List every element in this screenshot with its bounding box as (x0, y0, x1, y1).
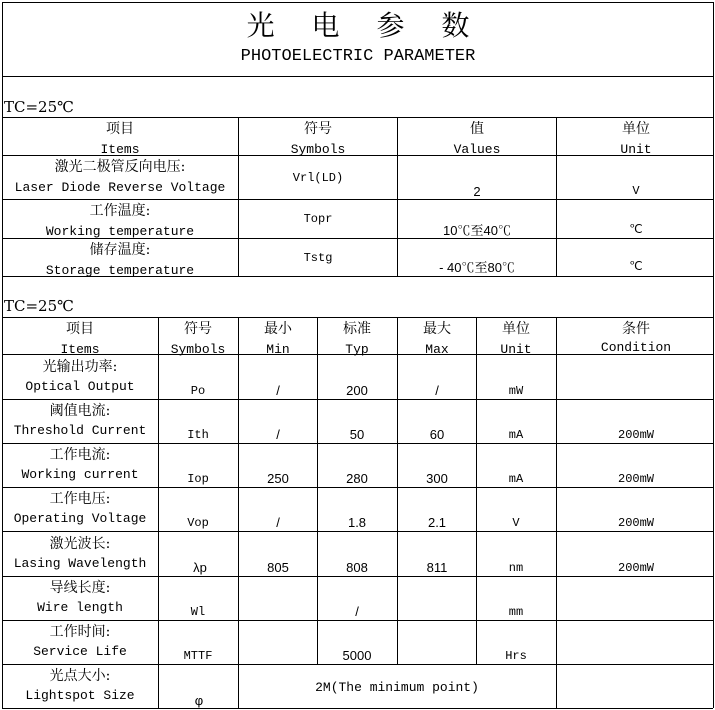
rule (476, 317, 477, 664)
s1-row-item-cn: 工作温度: (89, 203, 151, 219)
rule-bottom (2, 708, 713, 709)
rule (2, 487, 713, 488)
s2-row-max: 60 (429, 427, 445, 442)
s2-row-item-cn: 工作电流: (49, 447, 111, 463)
s1-row-unit: V (632, 184, 640, 198)
s2-row-typ: 200 (346, 383, 368, 398)
s2-row-typ: 1.8 (347, 515, 367, 530)
s2-header-condition-cn: 条件 (622, 321, 650, 337)
s2-row-typ: / (355, 604, 359, 619)
s1-row-symbol: Vrl(LD) (292, 171, 344, 185)
s2-row-unit: mA (508, 428, 524, 442)
s2-header-symbols-en: Symbols (170, 342, 226, 357)
s2-row-min: / (276, 515, 280, 530)
s2-row-min: 805 (267, 560, 289, 575)
s1-row-unit: ℃ (629, 260, 643, 274)
s1-header-symbols-en: Symbols (290, 142, 346, 157)
rule (2, 443, 713, 444)
s2-row-condition: 200mW (617, 561, 655, 575)
s1-header-symbols-cn: 符号 (304, 121, 332, 137)
s2-header-typ-cn: 标准 (343, 321, 371, 337)
s1-row-value: 2 (473, 184, 481, 199)
s1-row-item-en: Working temperature (45, 224, 195, 239)
rule (317, 317, 318, 664)
s2-row-item-en: Lasing Wavelength (13, 556, 147, 571)
s1-row-symbol: Tstg (303, 251, 333, 265)
s2-row-max: 2.1 (427, 515, 447, 530)
s2-row-spot-size: 2M(The minimum point) (315, 680, 479, 695)
s1-header-values-cn: 值 (470, 121, 484, 137)
s2-row-unit: Hrs (505, 649, 527, 663)
rule-right (713, 2, 714, 708)
s2-row-symbol: λp (193, 560, 207, 575)
s2-row-item-cn: 光输出功率: (42, 359, 118, 375)
rule (2, 576, 713, 577)
title-chinese: 光 电 参 数 (246, 9, 484, 42)
s2-row-unit: nm (508, 561, 524, 575)
s2-row-unit: mW (508, 384, 524, 398)
s2-row-max: 811 (426, 560, 448, 575)
rule-title-bottom (2, 76, 713, 77)
s2-header-items-en: Items (60, 342, 100, 357)
s2-row-item-cn: 阈值电流: (49, 403, 111, 419)
s2-row-typ: 50 (349, 427, 365, 442)
s2-row-item-en: Optical Output (25, 379, 135, 394)
rule (397, 317, 398, 664)
rule (2, 531, 713, 532)
s2-row-condition: 200mW (617, 428, 655, 442)
s2-row-unit: V (512, 516, 520, 530)
s2-row-unit: mA (508, 472, 524, 486)
title-english: PHOTOELECTRIC PARAMETER (240, 47, 476, 66)
rule (2, 199, 713, 200)
s2-header-items-cn: 项目 (66, 321, 94, 337)
s2-row-item-en: Working current (21, 467, 139, 482)
s2-row-typ: 808 (346, 560, 368, 575)
s2-row-symbol: Ith (187, 428, 209, 442)
s1-row-item-cn: 激光二极管反向电压: (54, 159, 186, 175)
s1-row-value: - 40℃至80℃ (439, 260, 515, 275)
section2-condition: TC=25℃ (4, 297, 74, 315)
rule (238, 117, 239, 276)
s2-header-unit-cn: 单位 (502, 321, 530, 337)
s2-row-condition: 200mW (617, 472, 655, 486)
rule (556, 117, 557, 276)
s2-row-min: 250 (267, 471, 289, 486)
s2-row-item-cn: 激光波长: (49, 536, 111, 552)
s2-header-max-en: Max (425, 342, 449, 357)
s2-row-item-cn: 工作电压: (49, 491, 111, 507)
s2-header-typ-en: Typ (345, 342, 369, 357)
rule (2, 664, 713, 665)
s1-row-item-en: Storage temperature (45, 263, 195, 278)
s2-header-min-cn: 最小 (264, 321, 292, 337)
s2-row-item-en: Threshold Current (13, 423, 147, 438)
s1-row-unit: ℃ (629, 223, 643, 237)
s1-header-values-en: Values (453, 142, 501, 157)
s2-row-symbol: Vop (187, 516, 209, 530)
s2-row-symbol: Po (190, 384, 206, 398)
s2-row-max: 300 (426, 471, 448, 486)
s2-row-max: / (435, 383, 439, 398)
s2-row-symbol: Wl (190, 605, 206, 619)
s2-row-item-en: Wire length (37, 600, 123, 615)
s2-row-typ: 5000 (342, 648, 372, 663)
s2-row-symbol: φ (194, 693, 204, 708)
s1-row-value: 10℃至40℃ (443, 223, 511, 238)
s1-row-symbol: Topr (303, 212, 333, 226)
s2-row-condition: 200mW (617, 516, 655, 530)
s2-header-condition-en: Condition (600, 340, 672, 355)
rule (2, 317, 713, 318)
s2-row-typ: 280 (346, 471, 368, 486)
s2-row-item-en: Operating Voltage (13, 511, 147, 526)
s2-row-item-en: Service Life (33, 644, 127, 659)
s2-row-unit: mm (508, 605, 524, 619)
s2-header-unit-en: Unit (500, 342, 532, 357)
s2-header-symbols-cn: 符号 (184, 321, 212, 337)
s1-row-item-en: Laser Diode Reverse Voltage (14, 180, 226, 195)
rule (158, 317, 159, 708)
s1-header-unit-cn: 单位 (622, 121, 650, 137)
s1-header-items-en: Items (100, 142, 140, 157)
s2-row-item-cn: 导线长度: (49, 580, 111, 596)
s2-row-min: / (276, 427, 280, 442)
s2-row-symbol: MTTF (183, 649, 213, 663)
s2-header-max-cn: 最大 (423, 321, 451, 337)
rule (556, 317, 557, 708)
s1-header-unit-en: Unit (620, 142, 652, 157)
s2-row-symbol: Iop (187, 472, 209, 486)
rule-left (2, 2, 3, 708)
s2-header-min-en: Min (266, 342, 290, 357)
rule (238, 317, 239, 708)
s1-row-item-cn: 储存温度: (89, 242, 151, 258)
s2-row-item-cn: 工作时间: (49, 624, 111, 640)
rule (2, 620, 713, 621)
rule (2, 117, 713, 118)
rule-top (2, 2, 713, 3)
s1-header-items-cn: 项目 (106, 121, 134, 137)
section1-condition: TC=25℃ (4, 98, 74, 116)
s2-row-item-cn: 光点大小: (49, 668, 111, 684)
rule (397, 117, 398, 276)
s2-row-min: / (276, 383, 280, 398)
s2-row-item-en: Lightspot Size (25, 688, 135, 703)
rule (2, 399, 713, 400)
